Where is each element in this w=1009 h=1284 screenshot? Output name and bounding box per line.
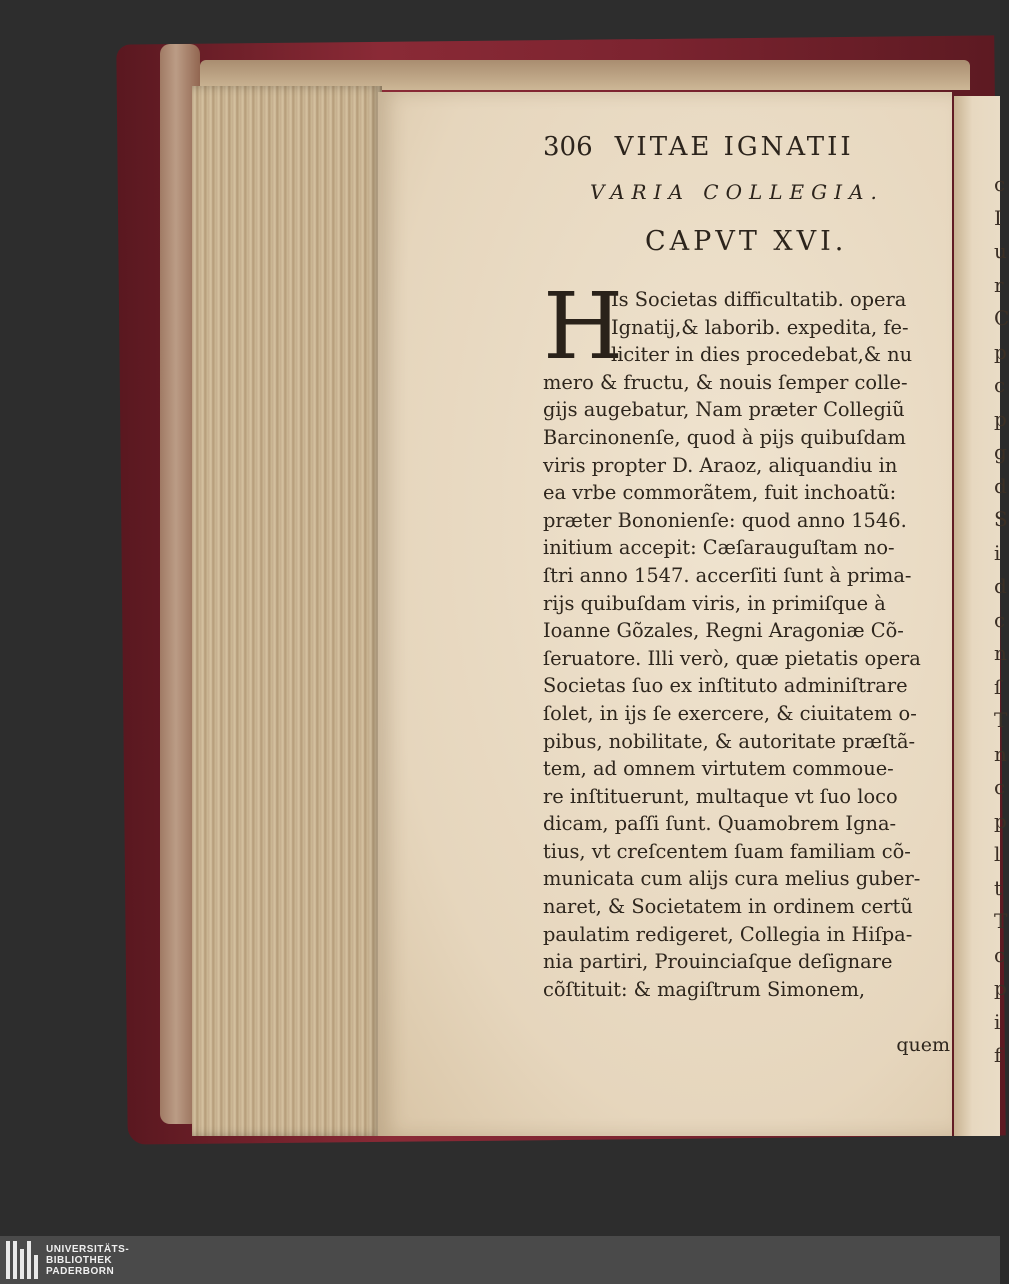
text-line: naret, & Societatem in ordinem certũ (543, 895, 913, 919)
text-line: rijs quibuſdam viris, in primiſque à (543, 591, 886, 615)
chapter-title: CAPVT XVI. (645, 226, 848, 257)
text-line: ſtri anno 1547. accerſiti ſunt à prima- (543, 563, 912, 587)
logo-text (46, 1244, 129, 1277)
text-line: gijs augebatur, Nam præter Collegiũ (543, 398, 905, 422)
facing-page-fragment: f (994, 1043, 1002, 1067)
text-line: tem, ad omnem virtutem commoue- (543, 757, 894, 781)
text-line: ſolet, in ijs ſe exercere, & ciuitatem o- (543, 701, 917, 725)
section-title: VARIA COLLEGIA. (590, 180, 884, 204)
facing-page-fragment: p (994, 406, 1007, 431)
facing-page-fragment: c (994, 607, 1006, 632)
facing-page-fragment: C (994, 306, 1009, 330)
drop-cap: H (543, 273, 624, 380)
text-line: municata cum alijs cura melius guber- (543, 867, 921, 891)
text-line: pibus, nobilitate, & autoritate præſtã- (543, 729, 916, 753)
facing-page-fragment: c (994, 775, 1006, 799)
facing-page-fragment: ſ (994, 674, 1002, 699)
text-line: paulatim redigeret, Collegia in Hiſpa- (543, 922, 913, 946)
text-line: ea vrbe commorãtem, fuit inchoatũ: (543, 481, 897, 505)
text-line: ſeruatore. Illi verò, quæ pietatis opera (543, 646, 921, 670)
page-number: 306 (543, 132, 593, 162)
facing-page-fragment: p (994, 339, 1007, 364)
library-logo (6, 1240, 129, 1280)
facing-page-fragment: I (994, 205, 1002, 230)
facing-page-fragment: d (994, 574, 1007, 598)
text-line: re inſtituerunt, multaque vt ſuo loco (543, 784, 898, 808)
facing-page-fragment: T (994, 909, 1008, 933)
facing-page-fragment: i (994, 540, 1001, 565)
facing-page-fragment: l (994, 842, 1001, 866)
text-line: Is Societas difficultatib. opera (611, 288, 907, 311)
facing-page-fragment: c (994, 172, 1006, 196)
facing-page-fragment: u (994, 239, 1007, 263)
text-line: viris propter D. Araoz, aliquandiu in (543, 453, 898, 477)
text-line: cõſtituit: & magiſtrum Simonem, (543, 977, 866, 1001)
facing-page-fragment: t (994, 875, 1003, 900)
logo-line: PADERBORN (46, 1265, 115, 1277)
facing-page-fragment: n (994, 641, 1007, 665)
text-line: dicam, paſſi ſunt. Quamobrem Igna- (543, 812, 897, 836)
facing-page-fragment: p (994, 976, 1007, 1000)
logo-bars-icon (6, 1241, 38, 1279)
facing-page-fragment: T (994, 708, 1008, 732)
text-line: Ioanne Gõzales, Regni Aragoniæ Cõ- (543, 619, 904, 643)
facing-page-fragment: p (994, 808, 1007, 833)
facing-page-fragment: r (994, 272, 1004, 297)
text-line: initium accepit: Cæſarauguſtam no- (543, 536, 895, 560)
text-line: Barcinonenſe, quod à pijs quibuſdam (543, 425, 906, 449)
running-head-title: VITAE IGNATII (614, 132, 854, 162)
body-text (543, 286, 943, 1003)
text-line: Societas ſuo ex inſtituto adminiſtrare (543, 674, 908, 698)
logo-line: UNIVERSITÄTS- (46, 1243, 130, 1255)
footer-bar (0, 1236, 1000, 1284)
facing-page-fragment: i (994, 1009, 1001, 1034)
page-block-edge (192, 86, 382, 1136)
text-line: præter Bononienſe: quod anno 1546. (543, 508, 907, 532)
running-head (543, 132, 943, 168)
logo-line: BIBLIOTHEK (46, 1254, 113, 1266)
text-line: Ignatij,& laborib. expedita, fe- (611, 315, 909, 339)
text-line: tius, vt creſcentem ſuam familiam cõ- (543, 839, 911, 863)
facing-page-fragment: n (994, 741, 1007, 766)
facing-page-fragment: g (994, 440, 1007, 464)
facing-page (954, 96, 1009, 1136)
text-line: liciter in dies procedebat,& nu (611, 343, 913, 367)
facing-page-fragment: c (994, 373, 1006, 397)
text-line: nia partiri, Prouinciaſque deſignare (543, 950, 893, 974)
text-line: mero & fructu, & nouis ſemper colle- (543, 370, 908, 394)
facing-page-fragment: S (994, 507, 1008, 531)
facing-page-fragment: c (994, 942, 1006, 967)
facing-page-fragment: d (994, 473, 1007, 498)
catchword: quem (896, 1034, 950, 1056)
